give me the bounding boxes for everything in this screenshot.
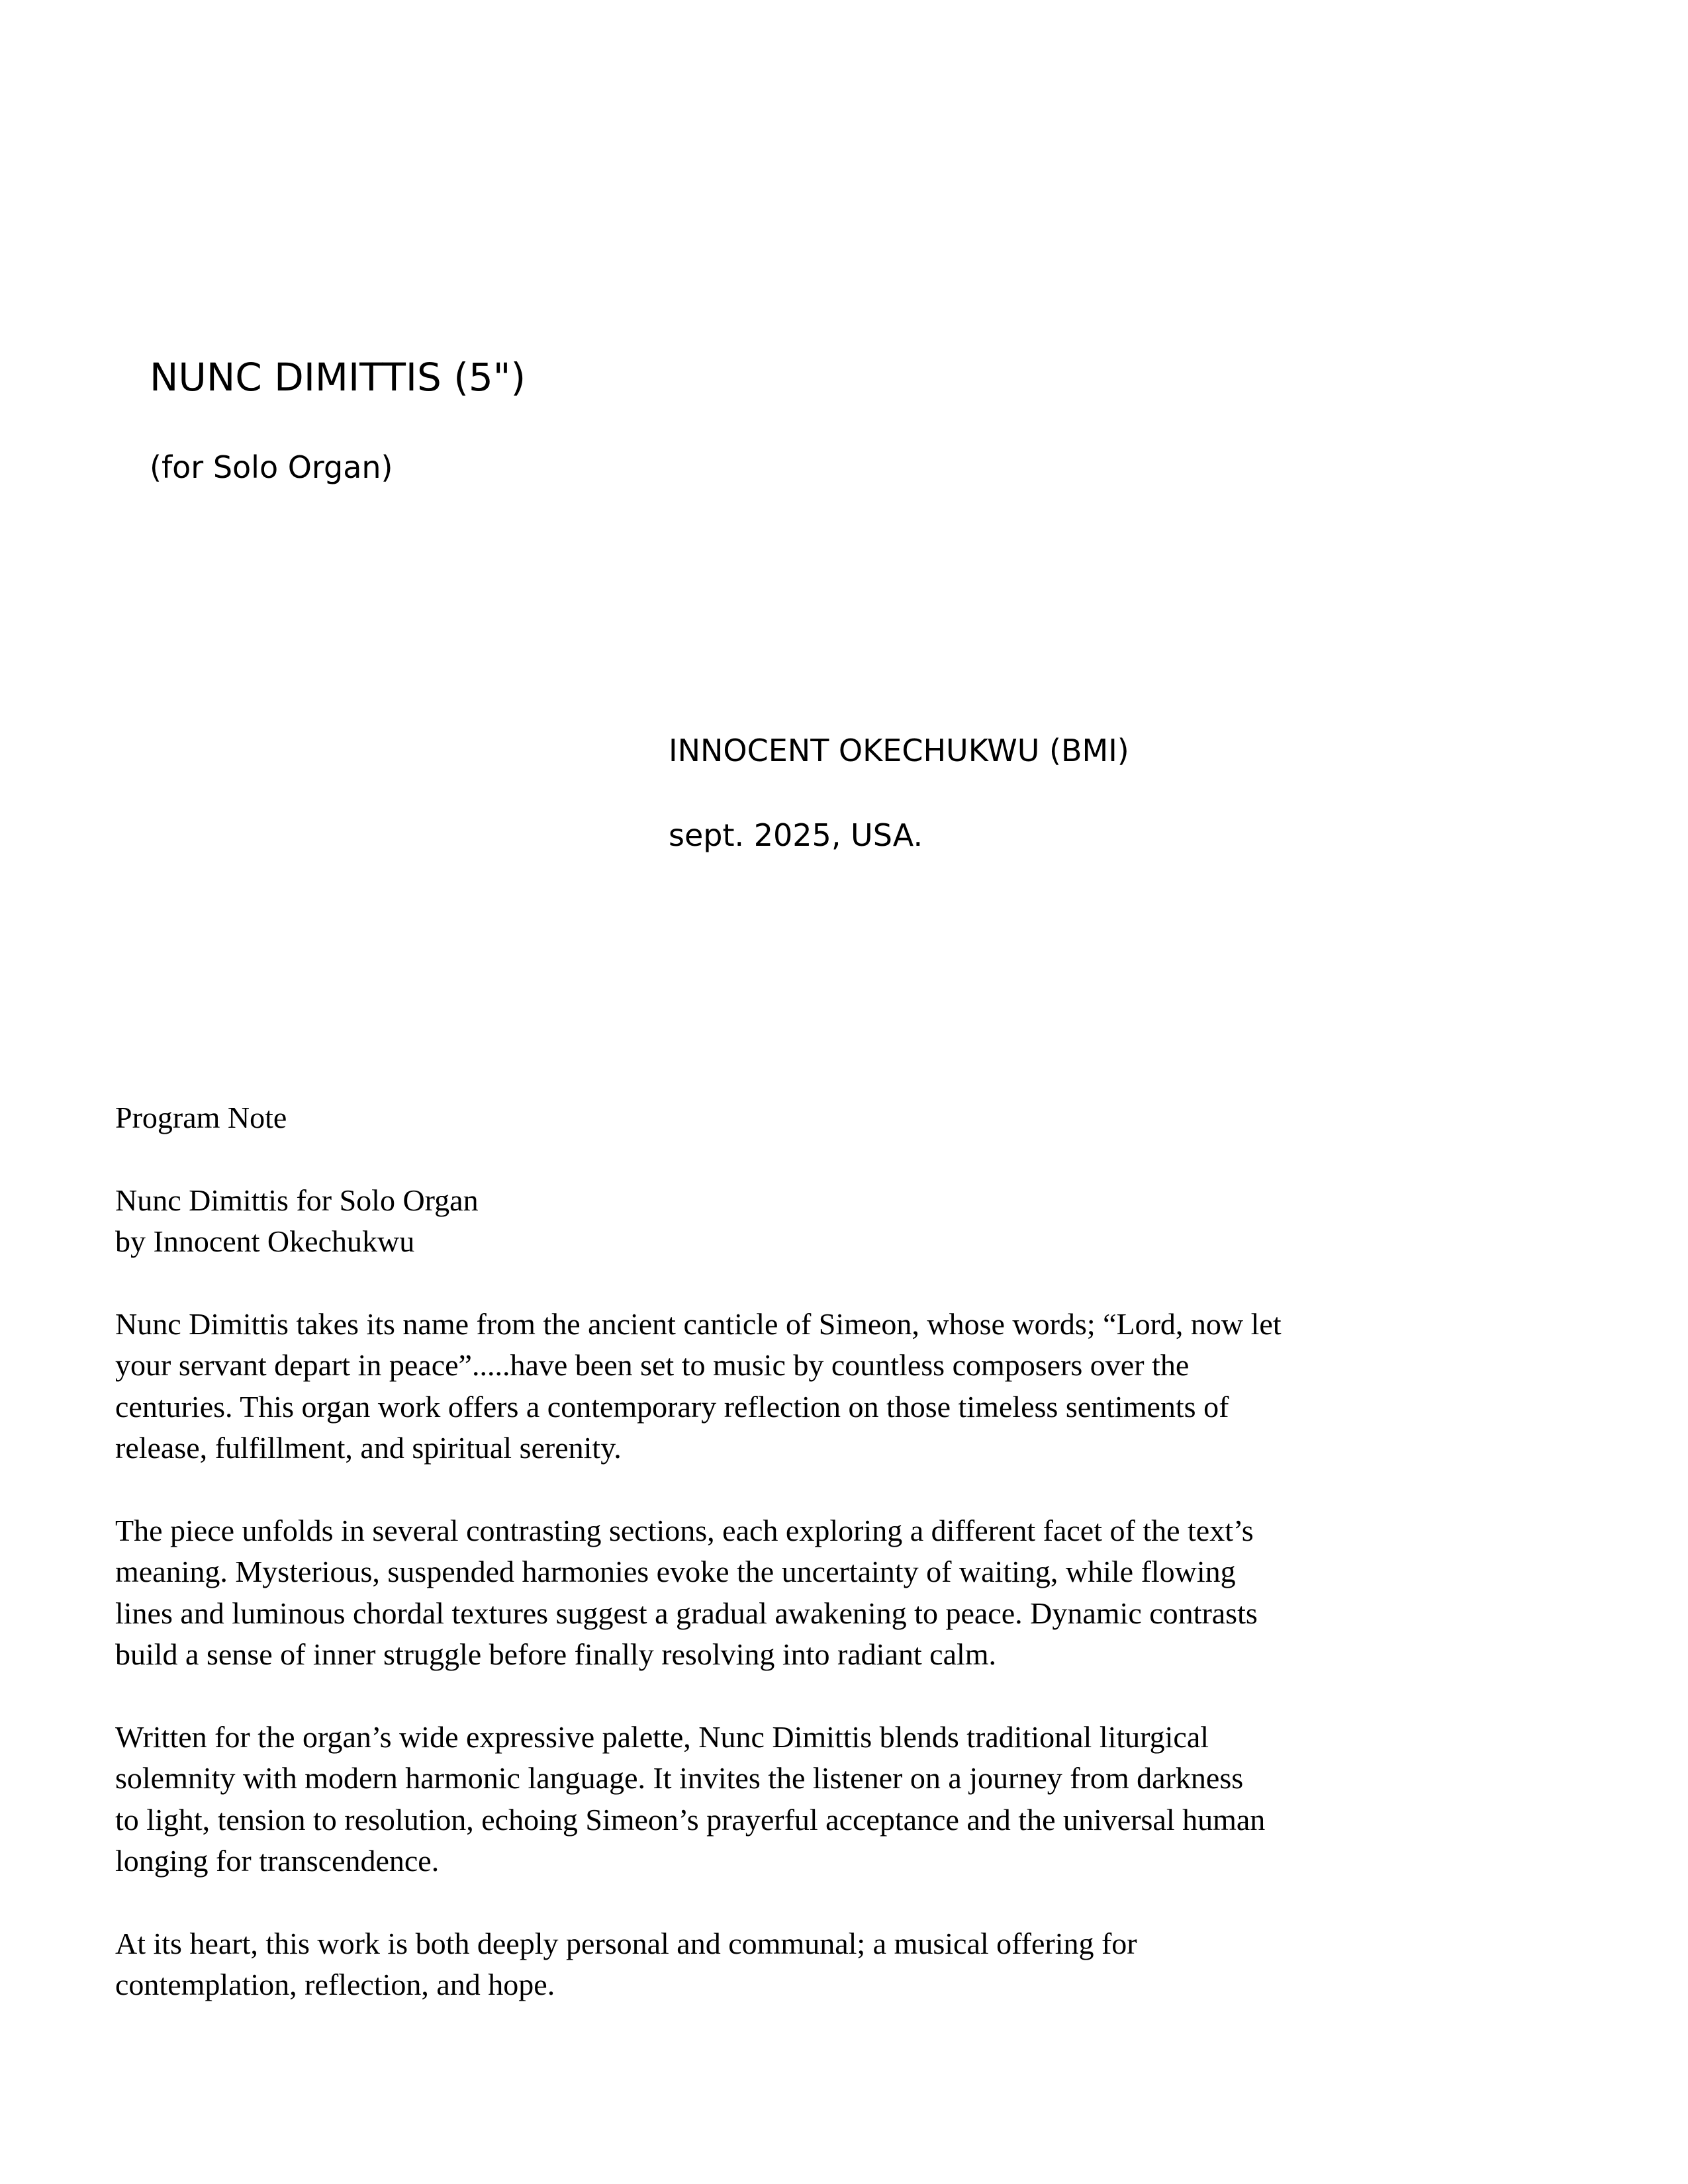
program-note-paragraph-3: Written for the organ’s wide expressive palette, Nunc Dimittis blends traditional liturgical solemnity with modern harmonic language. It invites the listener on a journey from darkness to light, tension to resolution, echoing Simeon’s prayerful acceptance and the universal human longing for transcendence. bbox=[115, 1720, 1266, 1878]
program-note-paragraph-4: At its heart, this work is both deeply personal and communal; a musical offering for contemplation, reflection, and hope. bbox=[115, 1927, 1137, 2002]
program-note-paragraph-2: The piece unfolds in several contrasting sections, each exploring a different facet of the text’s meaning. Mysterious, suspended harmonies evoke the uncertainty of waiting, while flowing lines and luminous chordal textures suggest a gradual awakening to peace. Dynamic contrasts build a sense of inner struggle before finally resolving into radiant calm. bbox=[115, 1514, 1258, 1672]
composer-name: INNOCENT OKECHUKWU (BMI) bbox=[669, 733, 1129, 768]
program-note-work-title: Nunc Dimittis for Solo Organ by Innocent Okechukwu bbox=[115, 1183, 479, 1259]
program-note-heading: Program Note bbox=[115, 1101, 287, 1134]
instrumentation-subtitle: (for Solo Organ) bbox=[150, 449, 393, 485]
page-title: NUNC DIMITTIS (5") bbox=[150, 355, 526, 400]
program-note bbox=[115, 1097, 1558, 2047]
composition-date: sept. 2025, USA. bbox=[669, 817, 923, 853]
program-note-paragraph-1: Nunc Dimittis takes its name from the ancient canticle of Simeon, whose words; “Lord, now let your servant depart in peace”.....have been set to music by countless composers over the centuries. This organ work offers a contemporary reflection on those timeless sentiments of release, fulfillment, and spiritual serenity. bbox=[115, 1307, 1282, 1465]
